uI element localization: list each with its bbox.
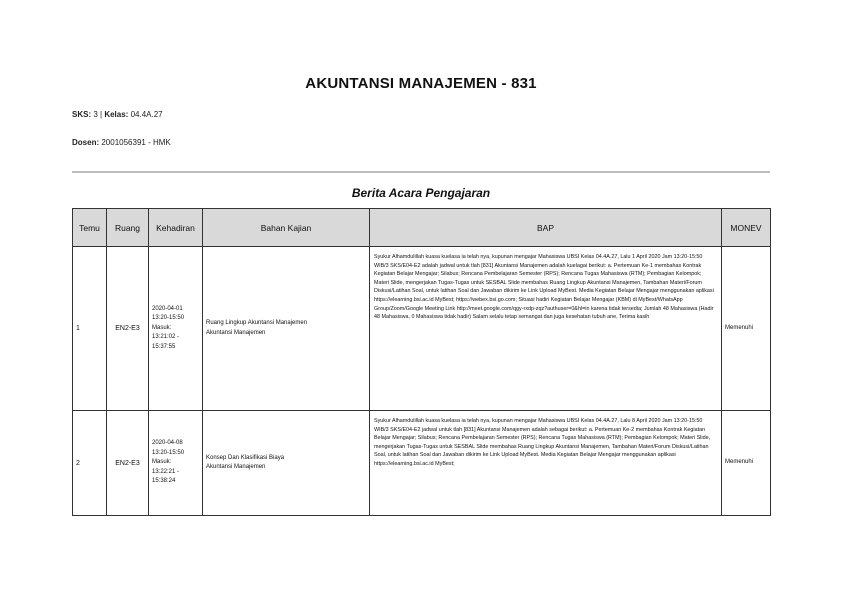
dosen-label: Dosen: [72, 138, 100, 147]
dosen-value: 2001056391 - HMK [99, 138, 171, 147]
bahan-text: Konsep Dan Klasifikasi Biaya Akuntansi Manajemen [206, 454, 285, 470]
header-bahan-kajian: Bahan Kajian [203, 209, 370, 247]
course-meta [72, 110, 163, 119]
header-bap: BAP [370, 209, 722, 247]
bahan-text: Ruang Lingkup Akuntansi Manajemen Akuntansi Manajemen [206, 320, 308, 336]
kelas-value: 04.4A.27 [128, 110, 163, 119]
kelas-label: Kelas: [104, 110, 129, 119]
cell-monev: Memenuhi [722, 247, 771, 411]
cell-temu: 2 [73, 411, 107, 516]
cell-kehadiran [149, 247, 203, 411]
header-monev: MONEV [722, 209, 771, 247]
header-temu: Temu [73, 209, 107, 247]
cell-monev: Memenuhi [722, 411, 771, 516]
cell-bahan-kajian [203, 247, 370, 411]
table-row [73, 247, 771, 411]
bap-table [72, 208, 771, 516]
cell-kehadiran [149, 411, 203, 516]
sks-value: 3 | [91, 110, 105, 119]
cell-temu: 1 [73, 247, 107, 411]
divider [72, 171, 770, 173]
table-header-row [73, 209, 771, 247]
document-title: AKUNTANSI MANAJEMEN - 831 [305, 75, 537, 92]
cell-ruang: EN2-E3 [107, 247, 149, 411]
section-title: Berita Acara Pengajaran [351, 186, 491, 200]
sks-label: SKS: [72, 110, 92, 119]
cell-bahan-kajian [203, 411, 370, 516]
cell-bap: Syukur Alhamdulillah kuasa kuelasa ia telah nya, kupunan mengajar Mahasiswa UBSI Kelas 04.4A.27, Lalu 8 April 2020 Jam 13:20-15:50 WIB/3 SKS/E04-E2 jadwal untuk tlah [831] Akuntansi Manajemen adalah sebagai berikut: a. Pertemuan Ke-2 membahas Kontrak Kegiatan Belajar Mengajar; Silabus; Rencana Pembelajaran Semester (RPS); Rencana Tugas Mahasiswa (RTM); Pembagian Kelompok; Materi Slide, mengerjakan Tugas-Tugas untuk SESBAL Slide membahas Ruang Lingkup Akuntansi Manajemen, Tambahan Materi/Forum Diskusi/Latihan Soal, untuk latihan Soal dan Jawaban dikirim ke Link Upload MyBest. Media Kegiatan Belajar Mengajar menggunakan aplikasi https://elearning.bsi.ac.id MyBest; [370, 411, 722, 516]
table-row [73, 411, 771, 516]
kehadiran-text: 2020-04-01 13:20-15:50 Masuk: 13:21:02 - 15:37:55 [152, 305, 185, 350]
lecturer-meta [72, 138, 171, 147]
cell-bap: Syukur Alhamdulillah kuasa kuelasa ia telah nya, kupunan mengajar Mahasiswa UBSI Kelas 04.4A.27, Lalu 1 April 2020 Jam 13:20-15:50 WIB/3 SKS/E04-E2 adalah jadwal untuk tlah [831] Akuntansi Manajemen adalah kuelagai berikut: a. Pertemuan Ke-1 membahas Kontrak Kegiatan Belajar Mengajar; Silabus; Rencana Pembelajaran Semester (RPS); Rencana Tugas Mahasiswa (RTM); Pembagian Kelompok; Materi Slide, mengerjakan Tugas-Tugas untuk SESBAL Slide membahas Ruang Lingkup Akuntansi Manajemen, Tambahan Materi/Forum Diskusi/Latihan Soal, untuk latihan Soal dan Jawaban dikirim ke Link Upload MyBest. Media Kegiatan Belajar Mengajar menggunakan aplikasi https://elearning.bsi.ac.id MyBest; https://webex.bsi.go.com; Situasi hadiri Kegiatan Belajar Mengajar (KBM) di MyBest/WhatsApp Group/Zoom/Google Meeting Link http://meet.google.com/qgy-rxdp-zqz?authuser=0&hl=in karena tidak tersedia; Jumlah 48 Mahasiswa (Hadir 48 Mahasiswa, 0 Mahasiswa tidak hadir) Salam selalu tetap semangat dan juga kesehatan tubuh ane, Terima kasih [370, 247, 722, 411]
cell-ruang: EN2-E3 [107, 411, 149, 516]
kehadiran-text: 2020-04-08 13:20-15:50 Masuk: 13:22:21 - 15:38:24 [152, 440, 185, 485]
header-kehadiran: Kehadiran [149, 209, 203, 247]
header-ruang: Ruang [107, 209, 149, 247]
